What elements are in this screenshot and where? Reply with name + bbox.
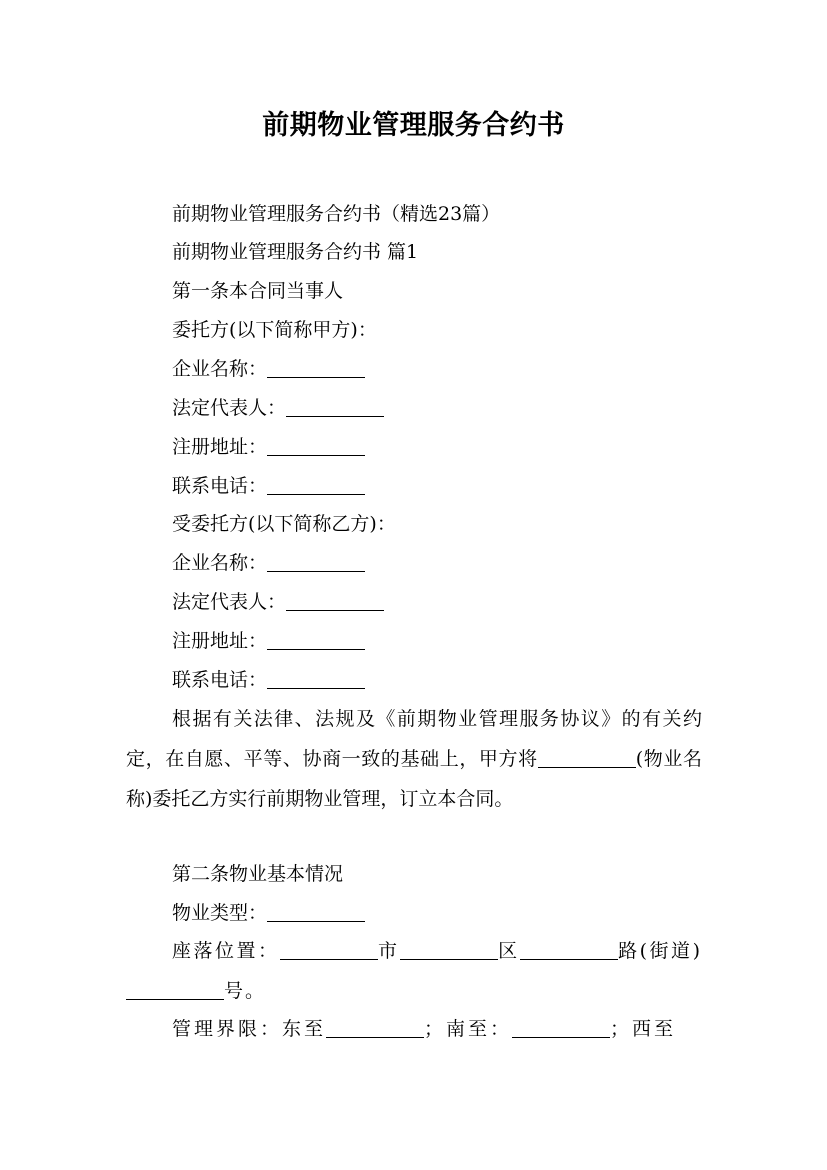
field-label: 座落位置： [172, 940, 280, 962]
boundary-south-label: ；南至： [424, 1018, 513, 1040]
fill-blank [267, 631, 365, 650]
fill-blank [126, 981, 224, 1000]
party-a-company-field [172, 356, 365, 382]
party-b-company-field [172, 550, 365, 576]
article-2-heading: 第二条物业基本情况 [172, 863, 344, 885]
property-type-field [172, 900, 365, 926]
fill-blank [538, 749, 636, 768]
fill-blank [280, 941, 378, 960]
field-label: 注册地址： [172, 630, 268, 652]
fill-blank [326, 1019, 424, 1038]
fill-blank [267, 476, 365, 495]
party-a-heading: 委托方(以下简称甲方)： [172, 319, 377, 341]
district-text: 区 [497, 940, 520, 962]
field-label: 企业名称： [172, 552, 268, 574]
fill-blank [267, 903, 365, 922]
fill-blank [512, 1019, 610, 1038]
fill-blank [400, 941, 498, 960]
party-a-phone-field [172, 473, 365, 499]
road-text: 路(街道) [617, 940, 702, 962]
document-title: 前期物业管理服务合约书 [262, 110, 565, 141]
field-label: 联系电话： [172, 669, 268, 691]
field-label: 物业类型： [172, 902, 268, 924]
fill-blank [286, 398, 384, 417]
fill-blank [267, 437, 365, 456]
party-b-address-field [172, 628, 365, 654]
field-label: 企业名称： [172, 358, 268, 380]
article-1-heading: 第一条本合同当事人 [172, 280, 344, 302]
fill-blank [267, 359, 365, 378]
fill-blank [286, 592, 384, 611]
section-heading: 前期物业管理服务合约书 篇1 [172, 241, 419, 263]
boundary-east-label: 管理界限：东至 [172, 1018, 327, 1040]
fill-blank [520, 941, 618, 960]
party-b-phone-field [172, 667, 365, 693]
location-paragraph [126, 931, 702, 1011]
fill-blank [267, 670, 365, 689]
field-label: 法定代表人： [172, 397, 287, 419]
document-subtitle: 前期物业管理服务合约书（精选23篇） [172, 203, 501, 225]
intro-text-1: 根据有关法律、法规及《前期物业管理服务协议》的有关约定，在自愿、平等、协商一致的基础上，甲方将 [126, 708, 702, 770]
boundary-west-label: ；西至 [610, 1018, 677, 1040]
field-label: 法定代表人： [172, 591, 287, 613]
intro-paragraph [126, 699, 702, 819]
party-a-rep-field [172, 395, 384, 421]
fill-blank [267, 553, 365, 572]
party-b-heading: 受委托方(以下简称乙方)： [172, 513, 396, 535]
party-b-rep-field [172, 589, 384, 615]
city-text: 市 [377, 940, 400, 962]
boundary-paragraph [126, 1009, 702, 1049]
number-text: 号。 [224, 980, 267, 1002]
field-label: 注册地址： [172, 436, 268, 458]
field-label: 联系电话： [172, 475, 268, 497]
intro-text-2: (物业名称)委托乙方实行前期物业管理，订立本合同。 [126, 748, 702, 810]
party-a-address-field [172, 434, 365, 460]
